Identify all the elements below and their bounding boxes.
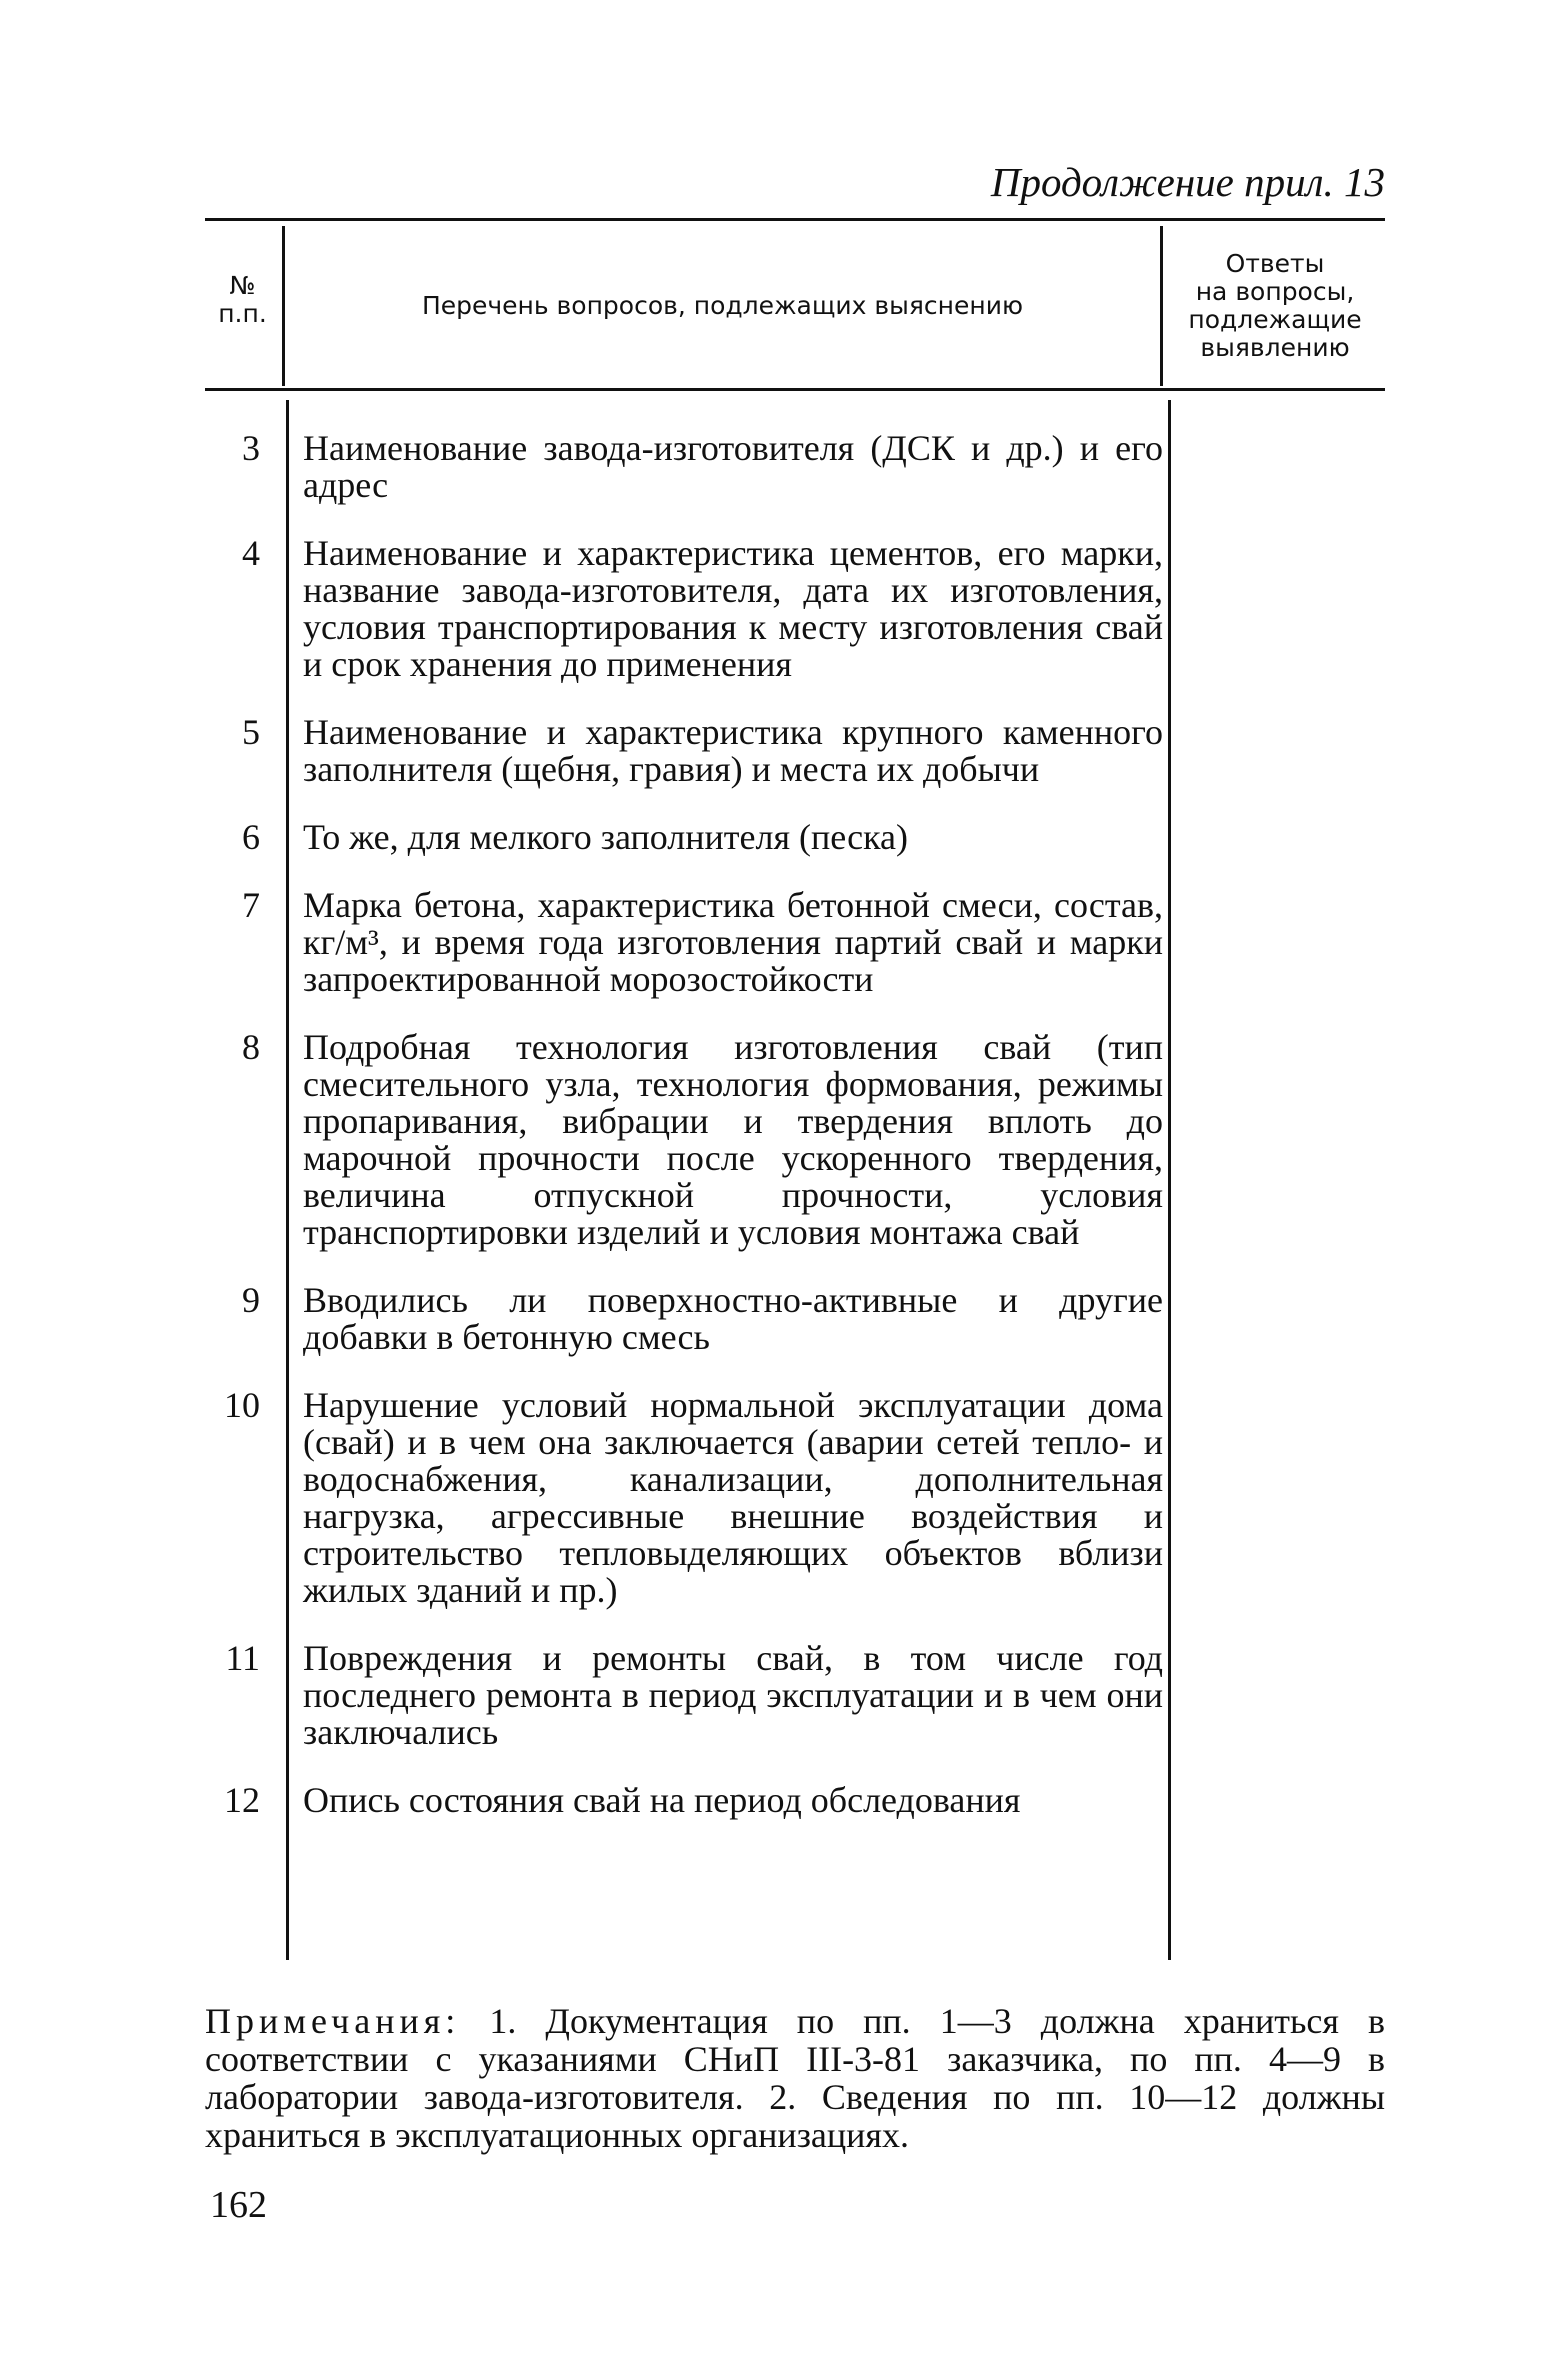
row-number: 6 (242, 817, 260, 857)
row-text: Подробная технология изготовления свай (тип смесительного узла, технология формования, режимы пропаривания, вибрации и твердения вплоть до марочной прочности после ускоренного твердения, величина отпускной прочности, условия транспортировки изделий и условия монтажа свай (303, 1027, 1163, 1252)
table-row (205, 535, 1385, 683)
row-text: Марка бетона, характеристика бетонной смеси, состав, кг/м³, и время года изготовления партий свай и марки запроектированной морозостойкости (303, 885, 1163, 999)
table-row (205, 887, 1385, 998)
table-row (205, 714, 1385, 788)
header-answers (1165, 250, 1385, 362)
row-number: 9 (242, 1280, 260, 1320)
row-number: 8 (242, 1027, 260, 1067)
header-bottom-rule (205, 388, 1385, 391)
row-number: 7 (242, 885, 260, 925)
table-row (205, 1387, 1385, 1609)
row-number: 12 (224, 1780, 260, 1820)
header-divider-right (1160, 226, 1163, 386)
table-top-rule (205, 218, 1385, 221)
row-text: Наименование и характеристика крупного каменного заполнителя (щебня, гравия) и места их добычи (303, 712, 1163, 789)
table-row (205, 1782, 1385, 1819)
row-text: Наименование завода-изготовителя (ДСК и др.) и его адрес (303, 428, 1163, 505)
table-body (205, 430, 1385, 1850)
table-row (205, 1640, 1385, 1751)
header-num-symbol: № (229, 271, 256, 300)
header-num (205, 272, 280, 328)
row-text: То же, для мелкого заполнителя (песка) (303, 817, 909, 857)
header-answers-line: выявлению (1200, 333, 1350, 362)
header-questions: Перечень вопросов, подлежащих выяснению (421, 291, 1024, 320)
row-number: 3 (242, 428, 260, 468)
row-number: 4 (242, 533, 260, 573)
notes-text: 1. Документация по пп. 1—3 должна храниться в соответствии с указаниями СНиП III-3-81 заказчика, по пп. 4—9 в лаборатории завода-изготовителя. 2. Сведения по пп. 10—12 должны храниться в эксплуатационных организациях. (205, 2001, 1385, 2155)
row-text: Нарушение условий нормальной эксплуатации дома (свай) и в чем она заключается (аварии сетей тепло- и водоснабжения, канализации, дополнительная нагрузка, агрессивные внешние воздействия и строительство тепловыделяющих объектов вблизи жилых зданий и пр.) (303, 1385, 1163, 1610)
row-number: 11 (225, 1638, 260, 1678)
row-text: Повреждения и ремонты свай, в том числе год последнего ремонта в период эксплуатации и в чем они заключались (303, 1638, 1163, 1752)
notes-paragraph (205, 2002, 1385, 2154)
continuation-title: Продолжение прил. 13 (990, 159, 1385, 205)
header-answers-line: на вопросы, (1195, 277, 1355, 306)
row-text: Вводились ли поверхностно-активные и другие добавки в бетонную смесь (303, 1280, 1163, 1357)
row-number: 5 (242, 712, 260, 752)
table-row (205, 1029, 1385, 1251)
table-row (205, 819, 1385, 856)
header-answers-line: подлежащие (1188, 305, 1362, 334)
page-number: 162 (210, 2184, 267, 2226)
row-text: Наименование и характеристика цементов, его марки, название завода-изготовителя, дата их изготовления, условия транспортирования к месту изготовления свай и срок хранения до применения (303, 533, 1163, 684)
header-divider-left (282, 226, 285, 386)
header-num-abbr: п.п. (218, 299, 267, 328)
header-answers-line: Ответы (1225, 249, 1325, 278)
row-text: Опись состояния свай на период обследования (303, 1780, 1021, 1820)
row-number: 10 (224, 1385, 260, 1425)
table-row (205, 1282, 1385, 1356)
table-row (205, 430, 1385, 504)
notes-label: Примечания: (205, 2001, 461, 2041)
